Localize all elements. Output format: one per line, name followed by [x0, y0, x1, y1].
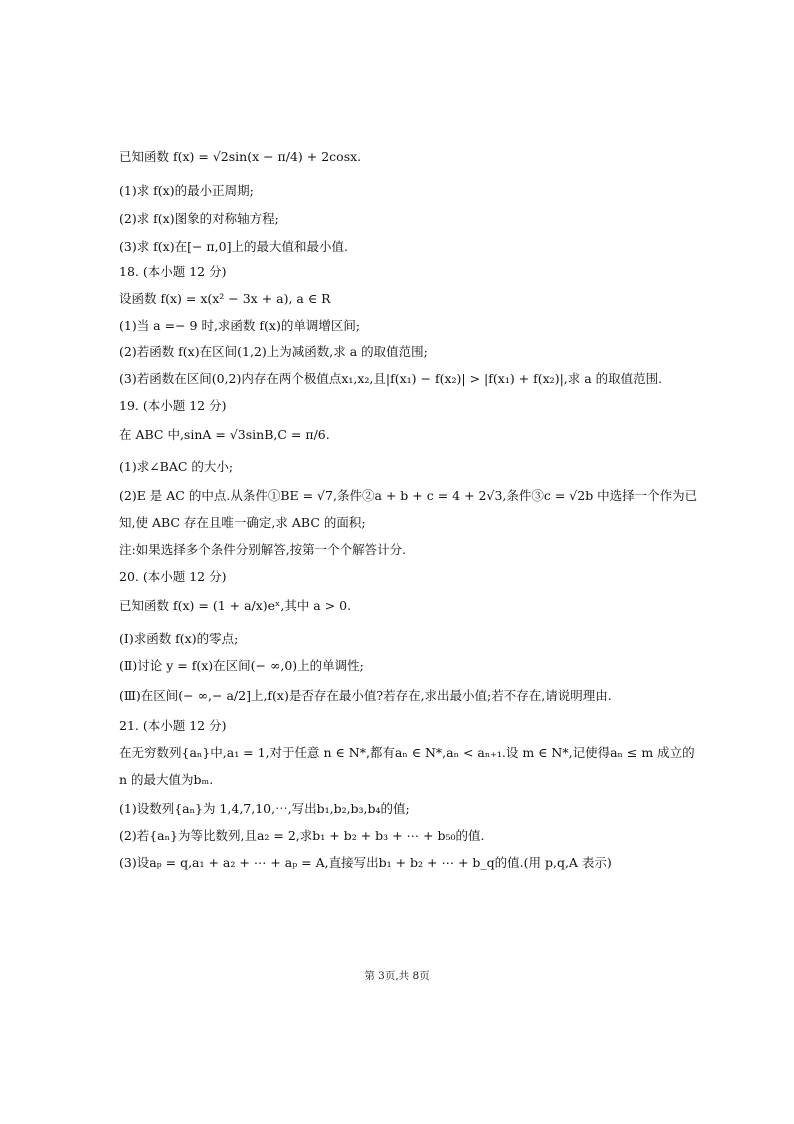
- problem-20-stem: 已知函数 f(x) = (1 + a/x)eˣ,其中 a > 0.: [119, 598, 352, 613]
- problem-19-part-2-cont: 知,使 ABC 存在且唯一确定,求 ABC 的面积;: [119, 515, 366, 530]
- problem-21-part-3: (3)设aₚ = q,a₁ + a₂ + ⋯ + aₚ = A,直接写出b₁ + b₂ + ⋯ + b_q的值.(用 p,q,A 表示): [119, 855, 612, 870]
- problem-17-part-1: (1)求 f(x)的最小正周期;: [119, 183, 254, 198]
- problem-19-note: 注:如果选择多个条件分别解答,按第一个个解答计分.: [119, 542, 407, 557]
- problem-21-heading: 21. (本小题 12 分): [119, 718, 227, 733]
- problem-20-part-1: (Ⅰ)求函数 f(x)的零点;: [119, 631, 239, 646]
- problem-17-stem: 已知函数 f(x) = √2sin(x − π/4) + 2cosx.: [119, 149, 362, 164]
- problem-20-heading: 20. (本小题 12 分): [119, 569, 227, 584]
- problem-18-part-2: (2)若函数 f(x)在区间(1,2)上为减函数,求 a 的取值范围;: [119, 344, 428, 359]
- problem-19-stem: 在 ABC 中,sinA = √3sinB,C = π/6.: [119, 427, 330, 442]
- problem-21-part-1: (1)设数列{aₙ}为 1,4,7,10,⋯,写出b₁,b₂,b₃,b₄的值;: [119, 801, 410, 816]
- problem-19-part-1: (1)求∠BAC 的大小;: [119, 459, 234, 474]
- problem-19-part-2: (2)E 是 AC 的中点.从条件①BE = √7,条件②a + b + c = 4 + 2√3,条件③c = √2b 中选择一个作为已: [119, 488, 698, 503]
- problem-21-part-2: (2)若{aₙ}为等比数列,且a₂ = 2,求b₁ + b₂ + b₃ + ⋯ + b₅₀的值.: [119, 828, 485, 843]
- problem-17-part-3: (3)求 f(x)在[− π,0]上的最大值和最小值.: [119, 239, 348, 254]
- problem-17-part-2: (2)求 f(x)图象的对称轴方程;: [119, 211, 279, 226]
- problem-19-heading: 19. (本小题 12 分): [119, 398, 227, 413]
- problem-21-stem: 在无穷数列{aₙ}中,a₁ = 1,对于任意 n ∈ N*,都有aₙ ∈ N*,aₙ < aₙ₊₁.设 m ∈ N*,记使得aₙ ≤ m 成立的: [119, 745, 695, 760]
- problem-18-part-1: (1)当 a =− 9 时,求函数 f(x)的单调增区间;: [119, 318, 361, 333]
- problem-20-part-3: (Ⅲ)在区间(− ∞,− a/2]上,f(x)是否存在最小值?若存在,求出最小值;若不存在,请说明理由.: [119, 688, 612, 703]
- problem-20-part-2: (Ⅱ)讨论 y = f(x)在区间(− ∞,0)上的单调性;: [119, 658, 364, 673]
- problem-18-stem: 设函数 f(x) = x(x² − 3x + a), a ∈ R: [119, 291, 331, 306]
- problem-18-heading: 18. (本小题 12 分): [119, 264, 227, 279]
- page-footer: 第 3页,共 8页: [364, 970, 430, 982]
- problem-18-part-3: (3)若函数在区间(0,2)内存在两个极值点x₁,x₂,且|f(x₁) − f(x₂)| > |f(x₁) + f(x₂)|,求 a 的取值范围.: [119, 371, 663, 386]
- problem-21-stem-cont: n 的最大值为bₘ.: [119, 772, 214, 787]
